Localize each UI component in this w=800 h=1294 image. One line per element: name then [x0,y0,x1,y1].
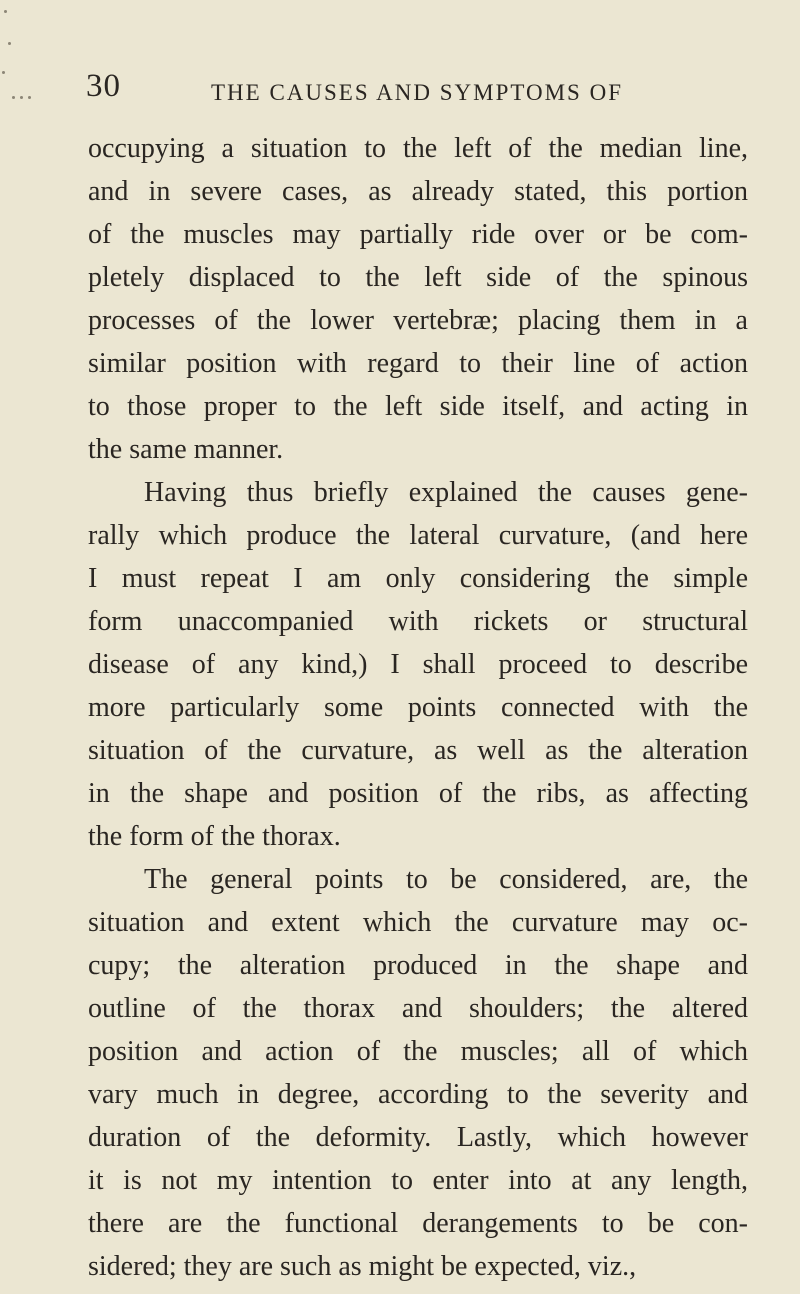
running-head: THE CAUSES AND SYMPTOMS OF [211,80,623,105]
text-line: the form of the thorax. [88,821,341,852]
text-line: and in severe cases, as already stated, this portion [88,176,748,207]
text-line: similar position with regard to their line of action [88,348,748,379]
text-line: it is not my intention to enter into at any length, [88,1165,748,1196]
text-line: pletely displaced to the left side of the spinous [88,262,748,293]
text-line: there are the functional derangements to be con- [88,1208,748,1239]
body-text [88,127,748,1288]
text-line: occupying a situation to the left of the median line, [88,133,748,164]
text-line: more particularly some points connected with the [88,692,748,723]
text-line: The general points to be considered, are, the [144,864,748,895]
text-line: disease of any kind,) I shall proceed to describe [88,649,748,680]
text-line: duration of the deformity. Lastly, which however [88,1122,748,1153]
text-line: Having thus briefly explained the causes gene- [144,477,748,508]
text-line: situation of the curvature, as well as the alteration [88,735,748,766]
text-line: I must repeat I am only considering the simple [88,563,748,594]
text-line: vary much in degree, according to the severity and [88,1079,748,1110]
text-line: situation and extent which the curvature may oc- [88,907,748,938]
text-line: sidered; they are such as might be expected, viz., [88,1251,637,1282]
text-line: outline of the thorax and shoulders; the altered [88,993,748,1024]
text-line: the same manner. [88,434,284,465]
text-line: rally which produce the lateral curvature, (and here [88,520,748,551]
text-line: cupy; the alteration produced in the shape and [88,950,748,981]
text-line: of the muscles may partially ride over or be com- [88,219,748,250]
text-line: form unaccompanied with rickets or structural [88,606,748,637]
text-line: in the shape and position of the ribs, as affecting [88,778,748,809]
text-line: processes of the lower vertebræ; placing them in a [88,305,748,336]
text-line: to those proper to the left side itself, and acting in [88,391,748,422]
page-header [0,0,800,120]
page-number: 30 [86,68,121,104]
text-line: position and action of the muscles; all of which [88,1036,748,1067]
